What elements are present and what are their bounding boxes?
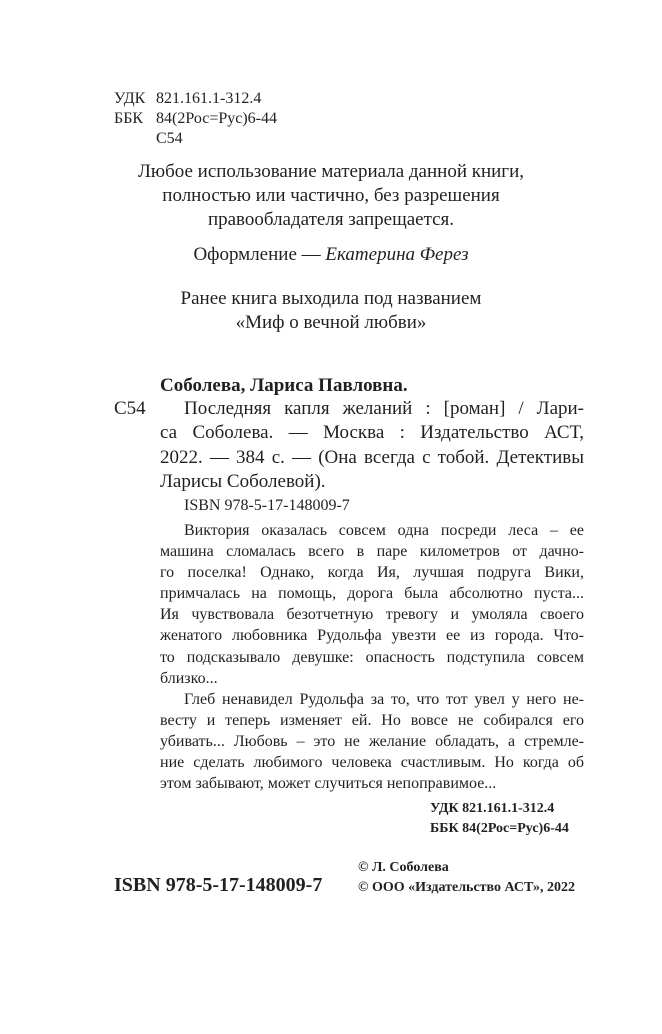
- bib-line: Ларисы Соболевой).: [160, 470, 326, 492]
- classification-codes: [114, 89, 277, 149]
- bottom-udk: УДК 821.161.1-312.4: [430, 801, 555, 816]
- bbk-value: 84(2Рос=Рус)6-44: [156, 110, 278, 127]
- annotation-line: Виктория оказалась совсем одна посреди леса – ее: [184, 522, 584, 539]
- design-credit-label: Оформление —: [193, 244, 326, 265]
- designer-name: Екатерина Ферез: [325, 244, 469, 265]
- annotation-line: весту и теперь изменяет ей. Но вовсе не собирался его: [160, 711, 584, 729]
- udk-label: УДК: [114, 90, 146, 107]
- bib-author-mark: С54: [114, 398, 146, 419]
- former-title-line-1: Ранее книга выходила под названием: [180, 288, 482, 309]
- annotation-line: ние сделать любимого человека счастливым. Но когда об: [160, 754, 584, 772]
- notice-line-2: полностью или частично, без разрешения: [162, 185, 500, 206]
- annotation-line: то подсказывало девушке: опасность подступила совсем: [160, 648, 584, 666]
- copyright-author: © Л. Соболева: [358, 860, 449, 875]
- bottom-classification: [430, 799, 569, 839]
- copyright-publisher: © ООО «Издательство АСТ», 2022: [358, 880, 576, 895]
- copyright-block: [358, 858, 575, 898]
- bib-line: Последняя капля желаний : [роман] / Лари-: [184, 398, 584, 419]
- author-mark: С54: [156, 130, 183, 147]
- former-title-line-2: «Миф о вечной любви»: [235, 312, 427, 333]
- bib-isbn: ISBN 978-5-17-148009-7: [184, 497, 350, 514]
- notice-line-3: правообладателя запрещается.: [207, 209, 455, 230]
- udk-value: 821.161.1-312.4: [156, 90, 262, 107]
- bbk-label: ББК: [114, 110, 144, 127]
- annotation-line: машина сломалась всего в паре километров от дачно-: [160, 543, 584, 561]
- annotation-line: го поселка! Однако, когда Ия, лучшая подруга Вики,: [160, 564, 584, 582]
- design-credit: [0, 243, 662, 267]
- bibliographic-description: [160, 397, 584, 494]
- annotation: [160, 520, 584, 794]
- udk-row: [114, 89, 277, 109]
- author-heading: Соболева, Лариса Павловна.: [160, 375, 408, 396]
- bib-line: са Соболева. — Москва : Издательство АСТ,: [160, 422, 584, 444]
- annotation-line: женатого любовника Рудольфа увезти ее из города. Что-: [160, 627, 584, 645]
- annotation-line: Ия чувствовала безотчетную тревогу и умоляла своего: [160, 606, 584, 624]
- annotation-line: примчалась на помощь, дорога была абсолютно пуста...: [160, 585, 584, 603]
- bbk-row: [114, 109, 277, 129]
- annotation-line: убивать... Любовь – это не желание обладать, а стремле-: [160, 732, 584, 750]
- annotation-line: Глеб ненавидел Рудольфа за то, что тот увел у него не-: [184, 690, 584, 708]
- annotation-line: близко...: [160, 669, 218, 687]
- annotation-line: этом забывают, может случиться непоправимое...: [160, 775, 497, 793]
- copyright-notice: [0, 160, 662, 232]
- isbn-main: ISBN 978-5-17-148009-7: [114, 874, 323, 896]
- bib-line: 2022. — 384 с. — (Она всегда с тобой. Детективы: [160, 446, 584, 468]
- bottom-bbk: ББК 84(2Рос=Рус)6-44: [430, 821, 569, 836]
- former-title: [0, 287, 662, 335]
- notice-line-1: Любое использование материала данной книги,: [137, 161, 525, 182]
